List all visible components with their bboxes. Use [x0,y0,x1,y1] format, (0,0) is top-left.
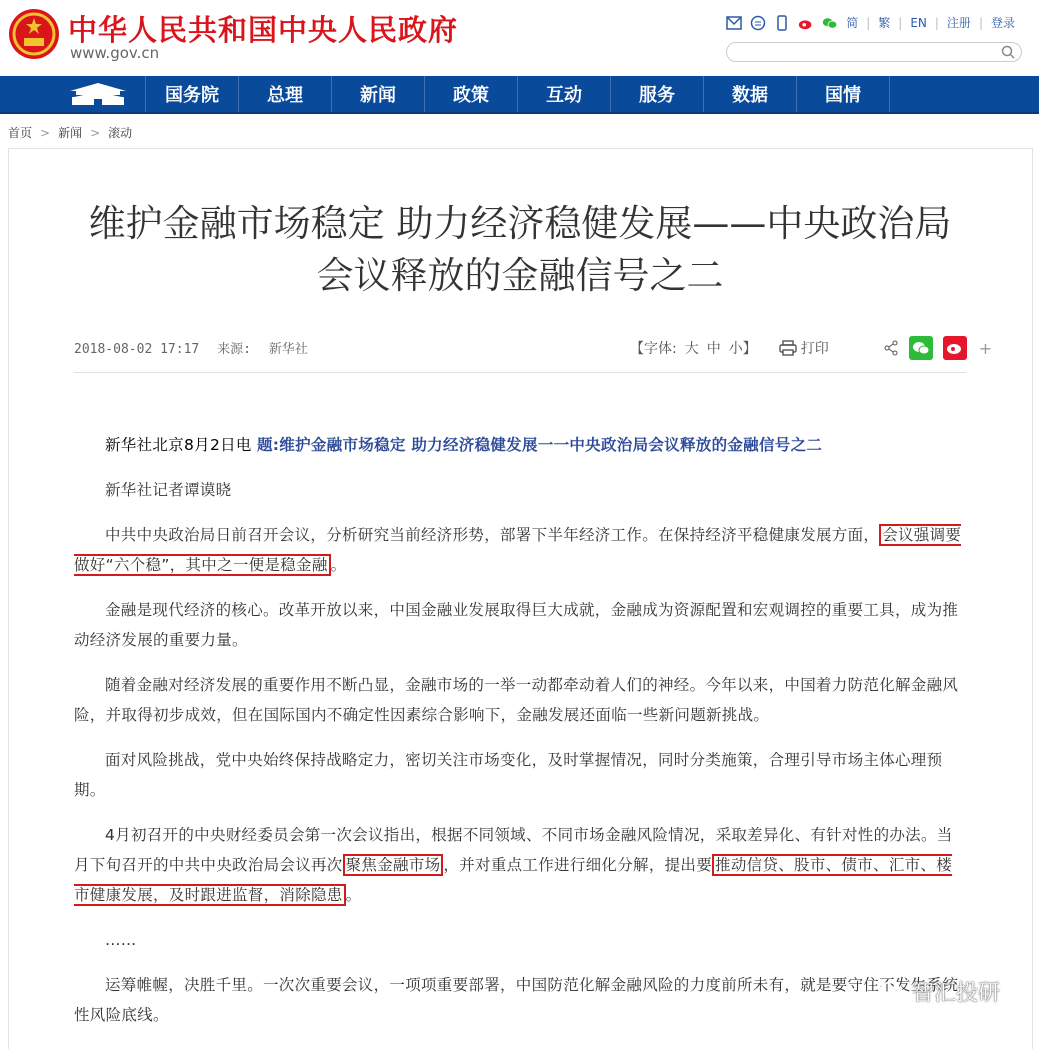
watermark-text: 智汇投研 [912,981,1001,1006]
national-emblem-icon[interactable] [8,8,60,60]
separator: | [898,15,903,30]
nav-item-policy[interactable]: 政策 [424,76,517,112]
weibo-icon[interactable] [798,15,814,31]
printer-icon [779,340,797,356]
publish-date: 2018-08-02 17:17 [74,342,200,357]
separator: | [934,15,939,30]
font-small-button[interactable]: 小】 [728,341,757,357]
article-headline [40,198,1000,302]
site-title[interactable]: 中华人民共和国中央人民政府 [68,13,459,47]
wechat-watermark-icon [880,981,906,1003]
meta-divider [74,372,966,373]
share-wechat-icon[interactable] [909,336,933,360]
font-size-label: 【字体: [630,341,677,357]
login-link[interactable]: 登录 [990,16,1015,30]
print-button[interactable] [779,338,829,358]
main-nav [0,76,1039,114]
lang-simplified[interactable]: 简 [846,16,859,30]
mail-icon[interactable] [726,15,742,31]
font-large-button[interactable]: 大 [684,341,699,357]
paragraph-text: ，并对重点工作进行细化分解，提出要 [443,856,713,874]
nav-item-news[interactable]: 新闻 [331,76,424,112]
highlight-box: 推动信贷、股市、债市、汇市、楼市健康发展，及时跟进监督，消除隐患 [74,856,953,904]
headline-line-2: 会议释放的金融信号之二 [316,254,724,297]
headline-line-1: 维护金融市场稳定 助力经济稳健发展——中央政治局 [88,202,952,245]
source-name: 新华社 [268,342,308,357]
separator: | [978,15,983,30]
nav-item-national-info[interactable]: 国情 [796,76,890,112]
search-input[interactable] [735,45,999,63]
paragraph-text: 中共中央政治局日前召开会议，分析研究当前经济形势，部署下半年经济工作。在保持经济平稳健康发展方面， [105,526,880,544]
separator: | [866,15,871,30]
paragraph-text: 4月初召开的中央财经委员会第一次会议指出，根据不同领域、不同市场金融风险情况，采取差异化、有针对性的办法。当月下旬召开的中共中央政治局会议再次 [74,826,953,874]
paragraph: 运筹帷幄，决胜千里。一次次重要会议，一项项重要部署，中国防范化解金融风险的力度前所未有，就是要守住不发生系统性风险底线。 [74,976,959,1024]
search-icon[interactable] [1001,45,1015,59]
paragraph: 面对风险挑战，党中央始终保持战略定力，密切关注市场变化，及时掌握情况，同时分类施策，合理引导市场主体心理预期。 [74,751,943,799]
share-weibo-icon[interactable] [943,336,967,360]
source-label: 来源: [217,342,251,357]
article-lead [74,430,966,460]
ellipsis: …… [105,931,137,949]
search-box [726,42,1022,62]
paragraph-text: 。 [345,886,362,904]
article-tools [630,336,992,360]
wechat-icon[interactable] [822,15,838,31]
more-share-icon[interactable]: + [978,338,993,358]
lang-traditional[interactable]: 繁 [878,16,891,30]
chevron-right-icon: > [40,125,51,140]
lang-english[interactable]: EN [910,15,927,30]
highlight-box: 会议强调要做好“六个稳”，其中之一便是稳金融 [74,526,962,574]
site-url: www.gov.cn [70,44,160,62]
breadcrumb-rolling[interactable]: 滚动 [108,126,133,140]
dateline: 新华社北京8月2日电 [105,436,257,454]
message-icon[interactable] [750,15,766,31]
mobile-icon[interactable] [774,15,790,31]
paragraph [74,820,966,910]
nav-item-interaction[interactable]: 互动 [517,76,610,112]
paragraph: 随着金融对经济发展的重要作用不断凸显，金融市场的一举一动都牵动着人们的神经。今年以来，中国着力防范化解金融风险，并取得初步成效，但在国际国内不确定性因素综合影响下，金融发展还面临一些新问题新挑战。 [74,676,959,724]
article-subtitle-label: 题: [256,436,280,454]
print-label: 打印 [800,341,829,357]
article-body [74,430,966,1045]
breadcrumb [8,124,132,141]
paragraph: 金融是现代经济的核心。改革开放以来，中国金融业发展取得巨大成就，金融成为资源配置和宏观调控的重要工具，成为推动经济发展的重要力量。 [74,601,959,649]
article-subtitle: 维护金融市场稳定 助力经济稳健发展一一中央政治局会议释放的金融信号之二 [279,436,823,454]
share-icon[interactable] [883,340,899,356]
nav-item-services[interactable]: 服务 [610,76,703,112]
chevron-right-icon: > [90,125,101,140]
byline: 新华社记者谭谟晓 [105,481,232,499]
nav-item-data[interactable]: 数据 [703,76,796,112]
font-medium-button[interactable]: 中 [706,341,721,357]
breadcrumb-home[interactable]: 首页 [8,126,33,140]
nav-item-premier[interactable]: 总理 [238,76,331,112]
paragraph [74,520,966,580]
tiananmen-logo-icon[interactable] [52,76,144,112]
watermark [880,976,1000,1007]
register-link[interactable]: 注册 [946,16,971,30]
highlight-box: 聚焦金融市场 [343,854,444,876]
nav-item-state-council[interactable]: 国务院 [145,76,238,112]
utility-links [726,14,1015,31]
paragraph-text: 。 [330,556,347,574]
article-meta [74,338,318,357]
breadcrumb-news[interactable]: 新闻 [58,126,83,140]
site-header [0,0,1039,76]
